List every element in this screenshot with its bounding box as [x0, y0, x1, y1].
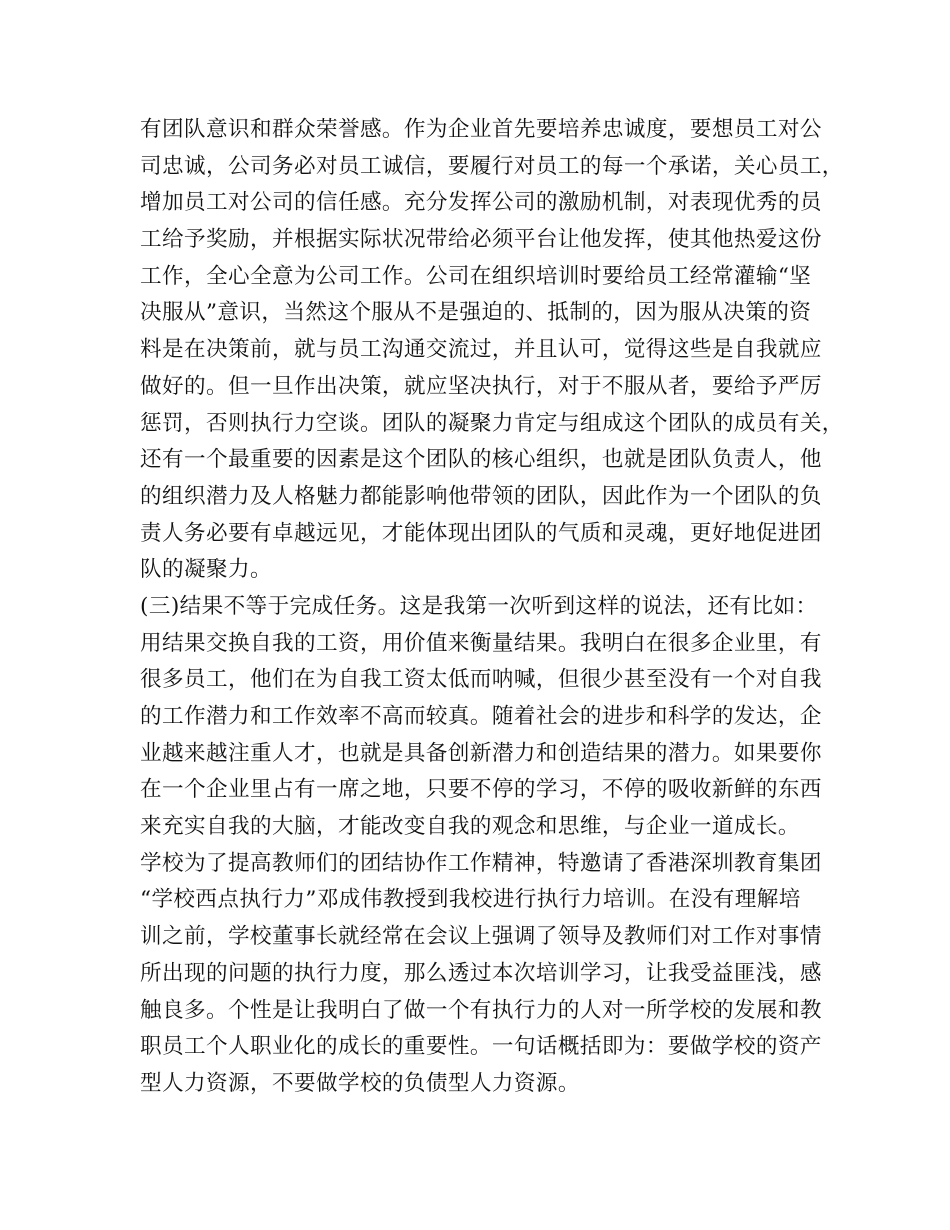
text-line: 型人力资源，不要做学校的负债型人力资源。 [140, 1070, 580, 1096]
text-line: 所出现的问题的执行力度，那么透过本次培训学习，让我受益匪浅，感 [140, 960, 822, 986]
text-line: 司忠诚，公司务必对员工诚信，要履行对员工的每一个承诺，关心员工， [140, 153, 844, 179]
text-line: 学校为了提高教师们的团结协作工作精神，特邀请了香港深圳教育集团 [140, 850, 822, 876]
text-line: 工作，全心全意为公司工作。公司在组织培训时要给员工经常灌输“坚 [140, 263, 812, 289]
text-line: 训之前，学校董事长就经常在会议上强调了领导及教师们对工作对事情 [140, 924, 822, 950]
text-line: 的组织潜力及人格魅力都能影响他带领的团队，因此作为一个团队的负 [140, 483, 822, 509]
text-line: 队的凝聚力。 [140, 557, 272, 583]
text-line: 责人务必要有卓越远见，才能体现出团队的气质和灵魂，更好地促进团 [140, 520, 822, 546]
text-line: 有团队意识和群众荣誉感。作为企业首先要培养忠诚度，要想员工对公 [140, 117, 822, 142]
text-line: 来充实自我的大脑，才能改变自我的观念和思维，与企业一道成长。 [140, 814, 800, 840]
text-line: 的工作潜力和工作效率不高而较真。随着社会的进步和科学的发达，企 [140, 704, 822, 729]
text-line: 用结果交换自我的工资，用价值来衡量结果。我明白在很多企业里，有 [140, 630, 822, 656]
text-line: 在一个企业里占有一席之地，只要不停的学习，不停的吸收新鲜的东西 [140, 777, 822, 803]
text-line: (三)结果不等于完成任务。这是我第一次听到这样的说法，还有比如： [140, 593, 818, 619]
text-line: 触良多。个性是让我明白了做一个有执行力的人对一所学校的发展和教 [140, 997, 822, 1023]
text-line: 料是在决策前，就与员工沟通交流过，并且认可，觉得这些是自我就应 [140, 337, 822, 363]
text-line: 增加员工对公司的信任感。充分发挥公司的激励机制，对表现优秀的员 [140, 190, 822, 216]
text-line: 工给予奖励，并根据实际状况带给必须平台让他发挥，使其他热爱这份 [140, 227, 822, 253]
text-line: 做好的。但一旦作出决策，就应坚决执行，对于不服从者，要给予严厉 [140, 373, 822, 399]
text-line: “学校西点执行力”邓成伟教授到我校进行执行力培训。在没有理解培 [140, 887, 801, 913]
text-line: 决服从”意识，当然这个服从不是强迫的、抵制的，因为服从决策的资 [140, 300, 812, 326]
text-line: 职员工个人职业化的成长的重要性。一句话概括即为：要做学校的资产 [140, 1034, 822, 1060]
text-line: 业越来越注重人才，也就是具备创新潜力和创造结果的潜力。如果要你 [140, 740, 822, 766]
text-line: 惩罚，否则执行力空谈。团队的凝聚力肯定与组成这个团队的成员有关， [140, 410, 844, 436]
text-line: 还有一个最重要的因素是这个团队的核心组织，也就是团队负责人，他 [140, 447, 822, 473]
text-line: 很多员工，他们在为自我工资太低而呐喊，但很少甚至没有一个对自我 [140, 667, 822, 693]
document-body [140, 112, 844, 1103]
